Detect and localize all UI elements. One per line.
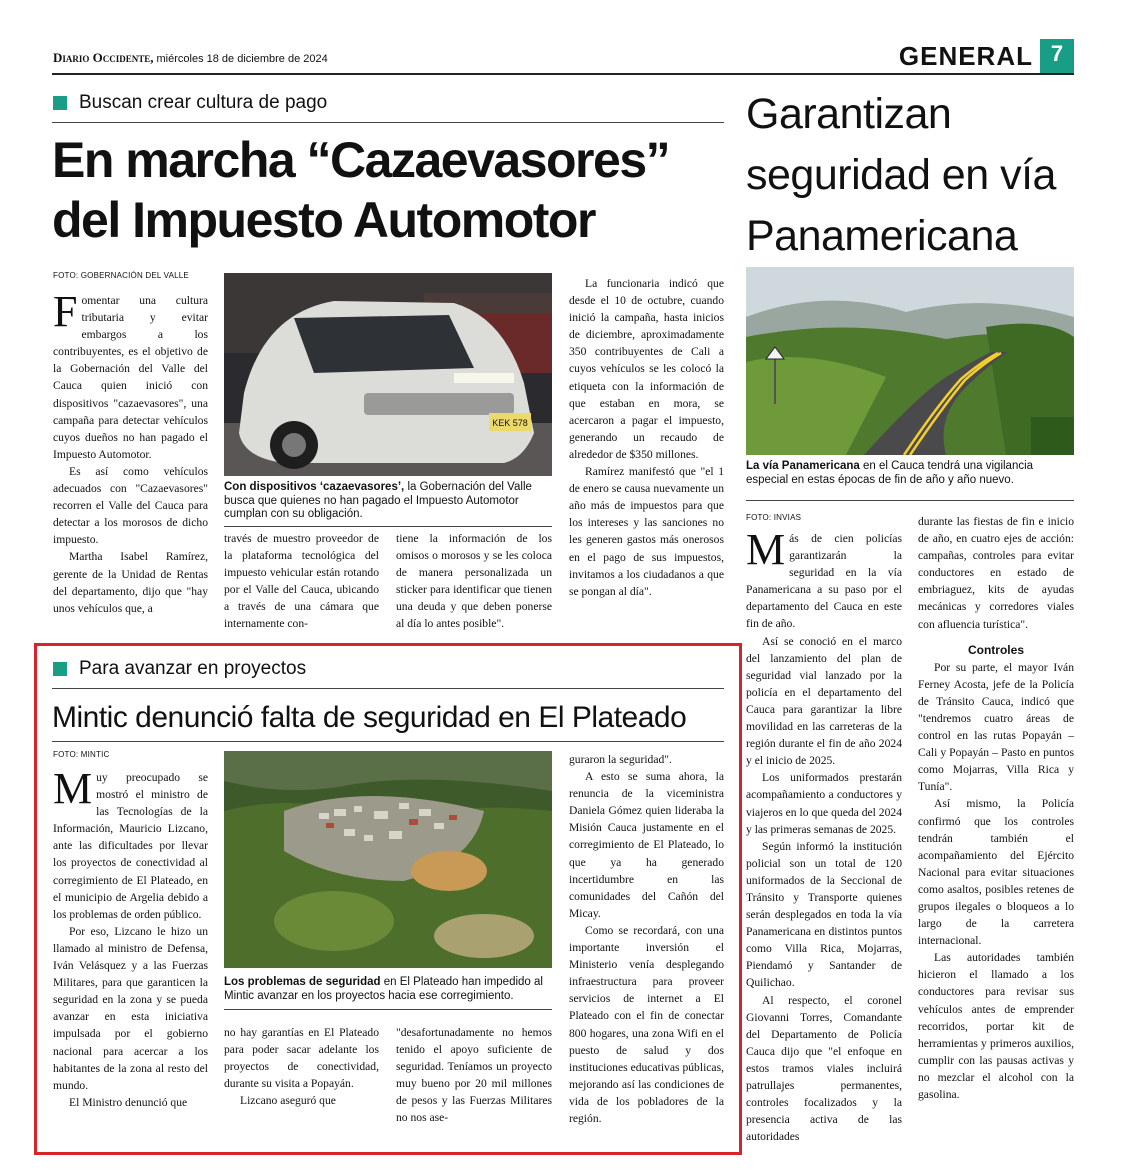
caption-rule xyxy=(224,1009,552,1010)
paragraph: Más de cien policías garantizarán la seguridad en la vía Panamericana a su paso por el departamento del Cauca en este fin de año. xyxy=(746,525,902,631)
caption-rule xyxy=(746,500,1074,501)
photo-caption xyxy=(224,481,552,522)
village-illustration xyxy=(224,751,552,968)
paragraph: Los uniformados prestarán acompañamiento a conductores y viajeros en lo que queda del 2024 y las primeras semanas de 2025. xyxy=(746,771,902,836)
caption-lead: La vía Panamericana xyxy=(746,460,860,472)
paragraph: Muy preocupado se mostró el ministro de las Tecnologías de la Información, Mauricio Lizcano, ante las dificultades por llevar los proyectos de conectividad al corregimiento de El Plateado, en el municipio de Argelia debido a los problemas de orden público. xyxy=(53,764,208,921)
paragraph: Así se conoció en el marco del lanzamiento del plan de seguridad vial lanzado por la policía en el departamento del Cauca para garantizar la libre movilidad en las carreteras de la región durante el fin de año 2024 y el inicio de 2025. xyxy=(746,634,902,768)
story3-column-1 xyxy=(53,764,208,1129)
headline: En marcha “Cazaevasores” del Impuesto Automotor xyxy=(52,132,670,248)
village-photo xyxy=(224,751,552,968)
road-illustration xyxy=(746,267,1074,455)
drop-cap: M xyxy=(53,764,93,813)
road-photo xyxy=(746,267,1074,455)
masthead xyxy=(53,50,753,70)
paragraph: no hay garantías en El Plateado para poder sacar adelante los proyectos de conectividad, durante su visita a Popayán. xyxy=(224,1026,379,1091)
story1-column-3 xyxy=(396,530,552,635)
drop-cap: M xyxy=(746,525,786,574)
kicker-rule xyxy=(52,688,724,689)
kicker xyxy=(53,658,723,680)
paragraph: "desafortunadamente no hemos tenido el apoyo suficiente de seguridad. Teníamos un proyecto muy bueno por 20 mil millones de pesos y las Fuerzas Militares no nos ase- xyxy=(396,1026,552,1125)
section-name: GENERAL xyxy=(898,41,1033,71)
kicker-rule xyxy=(52,122,724,123)
paragraph: La funcionaria indicó que desde el 10 de octubre, cuando inició la campaña, hasta inicios de diciembre, aproximadamente 350 contribuyentes de Cali a cuyos vehículos se les colocó la etiqueta con la información de que estaban en mora, se acercaron a pagar el impuesto, generando un recaudo de alrededor de $350 millones. xyxy=(569,277,724,461)
story1-column-1 xyxy=(53,287,208,632)
subhead: Controles xyxy=(967,642,1024,657)
paragraph: durante las fiestas de fin e inicio de año, en cuatro ejes de acción: campañas, controles para evitar conductores en estado de embriaguez, kits de ayudas mecánicas y corredores viales con afluencia turística". xyxy=(918,515,1074,631)
paragraph: tiene la información de los omisos o morosos y se les coloca de manera personalizada un sticker para identificar que tienen una deuda y que deben ponerse al día lo antes posible". xyxy=(396,532,552,631)
photo-caption xyxy=(746,460,1074,487)
caption-rule xyxy=(224,526,552,527)
kicker-text: Para avanzar en proyectos xyxy=(79,658,307,679)
kicker-marker xyxy=(53,662,67,676)
car-photo xyxy=(224,273,552,476)
page-number: 7 xyxy=(1040,39,1074,75)
caption-text: en El Plateado han impedido al Mintic avanzar en los proyectos hacia ese corregimiento. xyxy=(224,976,543,1002)
photo-caption xyxy=(224,976,552,1003)
paragraph: Por eso, Lizcano le hizo un llamado al ministro de Defensa, Iván Velásquez y a las Fuerzas Militares, para que garanticen la seguridad en la zona y se pueda avanzar en esta iniciativa impulsada por el gobierno nacional para acercar a los habitantes de la zona al resto del mundo. xyxy=(53,924,208,1092)
paragraph: Al respecto, el coronel Giovanni Torres, Comandante del Departamento de Policía Cauca dijo que "el enfoque en estos tramos viales incluirá patrullajes permanentes, controles focalizados y la presencia activa de las autoridades xyxy=(746,993,902,1144)
kicker xyxy=(53,92,723,114)
issue-date: miércoles 18 de diciembre de 2024 xyxy=(156,53,328,65)
car-illustration xyxy=(224,273,552,476)
caption-text: la Gobernación del Valle busca que quienes no han pagado el Impuesto Automotor cumplan con su obligación. xyxy=(224,481,532,520)
paragraph: Lizcano aseguró que xyxy=(240,1094,336,1108)
paragraph: Las autoridades también hicieron el llamado a los conductores para revisar sus vehículos antes de emprender recorridos, portar kit de herramientas y primeros auxilios, cumplir con las pausas activas y no mezclar el alcohol con la gasolina. xyxy=(918,951,1074,1101)
paragraph: Como se recordará, con una importante inversión el Ministerio venía desplegando infraestructura para proveer servicios de internet a El Plateado con el fin de conectar 800 hogares, una zona Wifi en el puesto de salud y dos instituciones educativas públicas, mejorando así las condiciones de vida de los pobladores de la región. xyxy=(569,923,724,1125)
headline-rule xyxy=(52,741,724,742)
caption-lead: Los problemas de seguridad xyxy=(224,976,381,988)
story1-column-2 xyxy=(224,530,379,635)
story3-column-2 xyxy=(224,1024,379,1134)
story3-column-3 xyxy=(396,1024,552,1134)
paragraph: El Ministro denunció que xyxy=(69,1095,188,1109)
header-rule xyxy=(52,73,1074,75)
paragraph: Fomentar una cultura tributaria y evitar embargos a los contribuyentes, es el objetivo de la Gobernación del Valle del Cauca quien inició con dispositivos "cazaevasores", una campaña para detectar vehículos cuyos dueños no han pagado el Impuesto Automotor. xyxy=(53,287,208,461)
paragraph: Según informó la institución policial son un total de 120 uniformados de la Seccional de Tránsito y Transporte quienes serán desplegados en toda la vía Panamericana en distintos puntos como Villa Rica, Mojarras, Piendamó y Santander de Quilichao. xyxy=(746,839,902,990)
license-plate: KEK 578 xyxy=(492,418,528,428)
paragraph: través de muestro proveedor de la plataforma tecnológica del impuesto vehicular están rotando por el Valle del Cauca, ubicando a través de una cámara que internamente con- xyxy=(224,532,379,631)
caption-lead: Con dispositivos ‘cazaevasores’, xyxy=(224,481,405,493)
story3-column-4 xyxy=(569,751,724,1131)
paragraph: Martha Isabel Ramírez, gerente de la Unidad de Rentas del departamento, dijo que "hay unos vehículos que, a xyxy=(53,550,208,615)
photo-credit: FOTO: GOBERNACIÓN DEL VALLE xyxy=(53,271,189,280)
drop-cap: F xyxy=(53,287,78,336)
story2-column-2 xyxy=(918,513,1074,1133)
caption-text: en el Cauca tendrá una vigilancia especial en estas épocas de fin de año y año nuevo. xyxy=(746,460,1034,486)
paragraph: Ramírez manifestó que "el 1 de enero se causa nuevamente un año más de impuestos para que los intereses y las sanciones no les generen gastos más onerosos en el pago de sus impuestos, invitamos a los ciudadanos a que se pongan al día". xyxy=(569,465,724,598)
paragraph: Así mismo, la Policía confirmó que los controles tendrán también el acompañamiento del Ejército Nacional para evitar situaciones como asaltos, posibles retenes de grupos ilegales o bloqueos a lo largo de la carretera internacional. xyxy=(918,797,1074,948)
story2-column-1 xyxy=(746,525,902,1144)
paragraph: Es así como vehículos adecuados con "Cazaevasores" recorren el Valle del Cauca para detectar a los morosos de dicho impuesto. xyxy=(53,464,208,547)
story1-column-4 xyxy=(569,275,724,635)
headline: Mintic denunció falta de seguridad en El Plateado xyxy=(52,701,687,734)
photo-credit: FOTO: INVIAS xyxy=(746,513,802,522)
photo-credit: FOTO: MINTIC xyxy=(53,750,110,759)
paper-name: Diario Occidente, xyxy=(53,50,154,65)
paragraph: Por su parte, el mayor Iván Ferney Acosta, jefe de la Policía de Tránsito Cauca, indicó que "tendremos cuatro áreas de control en las rutas Popayán – Cali y Popayán – Pasto en puntos como Mojarras, Villa Rica y Tunía". xyxy=(918,660,1074,794)
paragraph: guraron la seguridad". xyxy=(569,753,672,766)
headline: Garantizan seguridad en vía Panamericana xyxy=(746,90,1056,260)
kicker-text: Buscan crear cultura de pago xyxy=(79,92,328,113)
paragraph: A esto se suma ahora, la renuncia de la viceministra Daniela Gómez quien lideraba la Misión Cauca justamente en el corregimiento de El Plateado, lo que ya ha generado incertidumbre en las comunidades del Cañón del Micay. xyxy=(569,770,724,920)
kicker-marker xyxy=(53,96,67,110)
